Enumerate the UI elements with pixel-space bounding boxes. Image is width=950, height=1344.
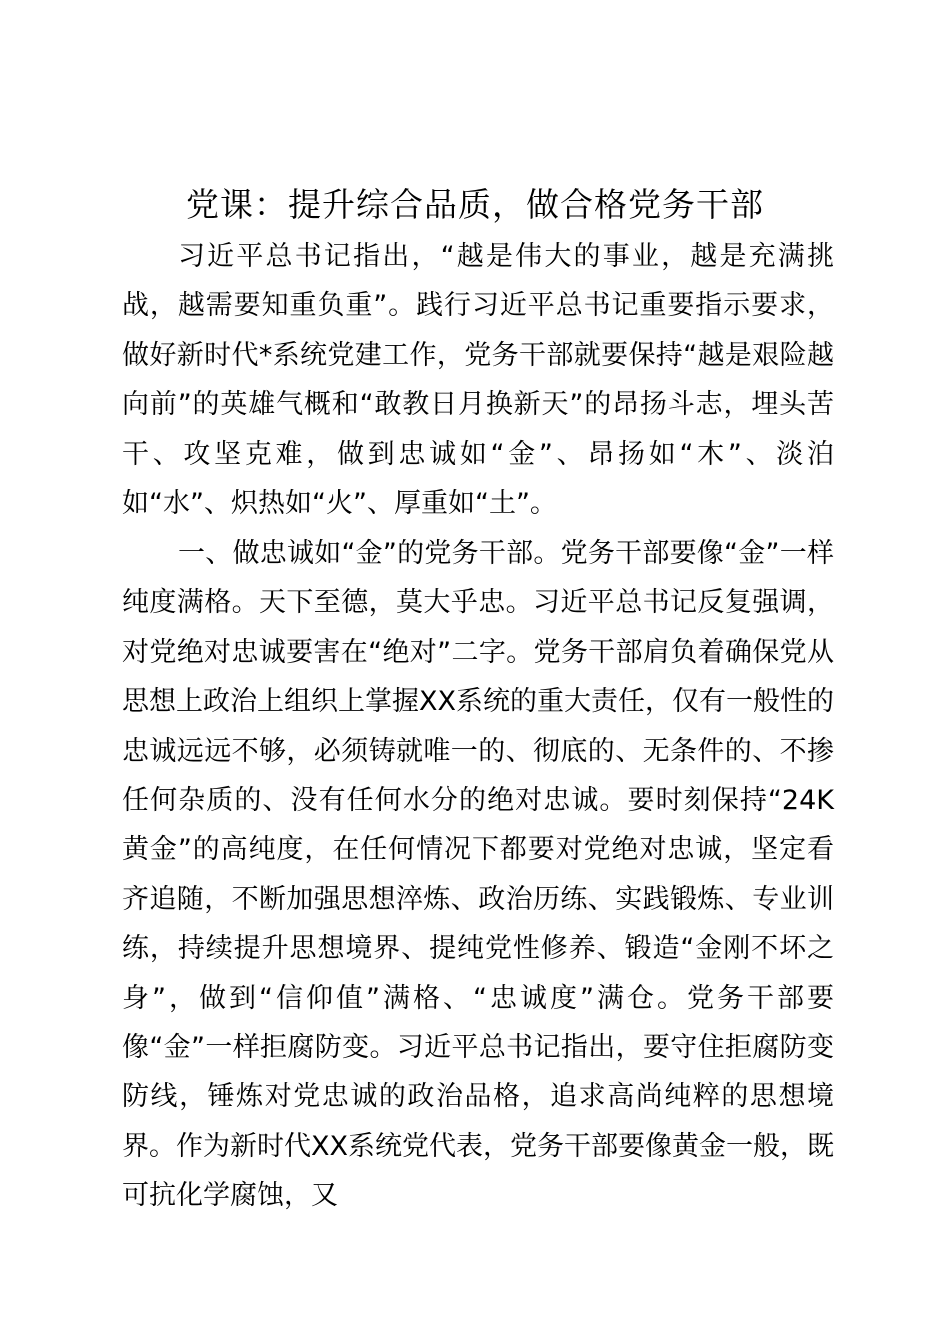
paragraph-section-1: 一、做忠诚如“金”的党务干部。党务干部要像“金”一样纯度满格。天下至德，莫大乎忠。习近平总书记反复强调，对党绝对忠诚要害在“绝对”二字。党务干部肩负着确保党从思想上政治上组织上掌握XX系统的重大责任，仅有一般性的忠诚远远不够，必须铸就唯一的、彻底的、无条件的、不掺任何杂质的、没有任何水分的绝对忠诚。要时刻保持“24K黄金”的高纯度，在任何情况下都要对党绝对忠诚，坚定看齐追随，不断加强思想淬炼、政治历练、实践锻炼、专业训练，持续提升思想境界、提纯党性修养、锻造“金刚不坏之身”，做到“信仰值”满格、“忠诚度”满仓。党务干部要像“金”一样拒腐防变。习近平总书记指出，要守住拒腐防变防线，锤炼对党忠诚的政治品格，追求高尚纯粹的思想境界。作为新时代XX系统党代表，党务干部要像黄金一般，既可抗化学腐蚀，又: [122, 538, 834, 1212]
paragraph-intro: 习近平总书记指出，“越是伟大的事业，越是充满挑战，越需要知重负重”。践行习近平总书记重要指示要求，做好新时代*系统党建工作，党务干部就要保持“越是艰险越向前”的英雄气概和“敢教日月换新天”的昂扬斗志，埋头苦干、攻坚克难，做到忠诚如“金”、昂扬如“木”、淡泊如“水”、炽热如“火”、厚重如“土”。: [122, 241, 834, 520]
document-title: 党课：提升综合品质，做合格党务干部: [186, 185, 764, 224]
